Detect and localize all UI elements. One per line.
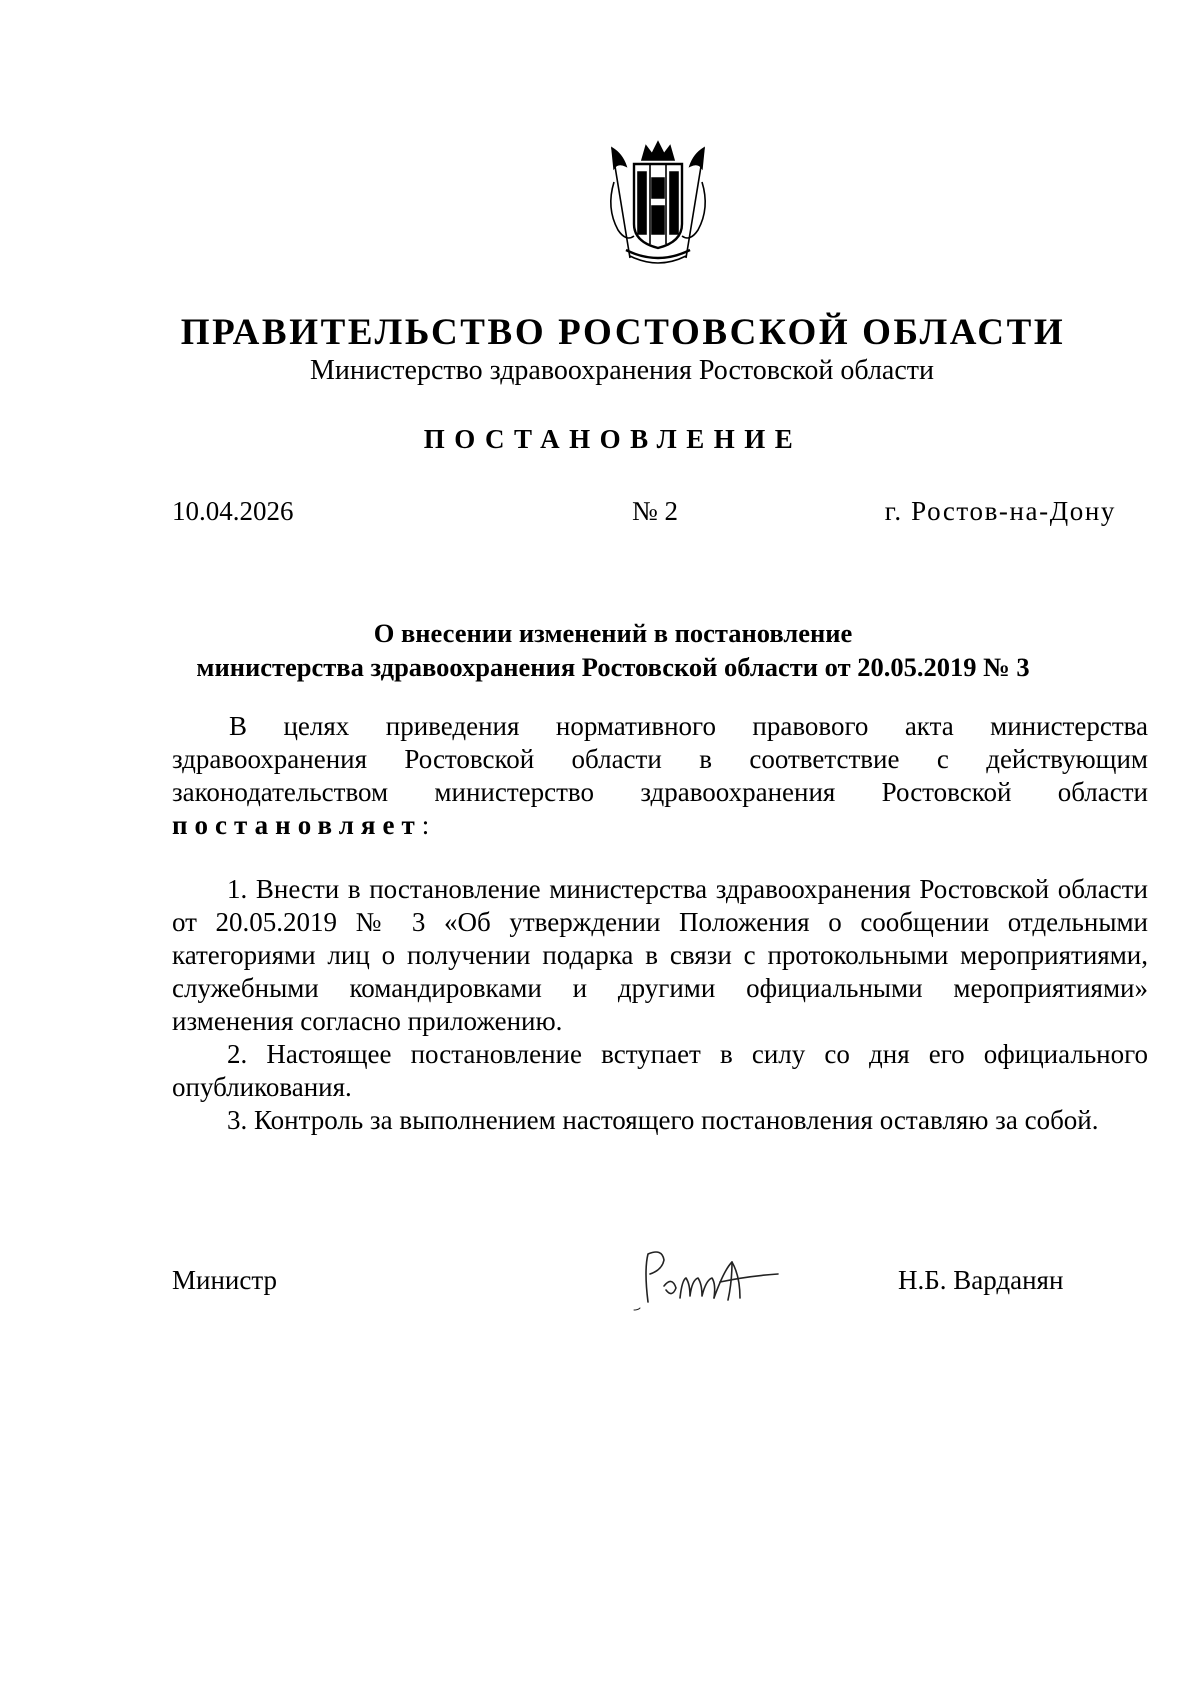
coat-of-arms-icon xyxy=(604,138,712,268)
item-1: 1. Внести в постановление министерства здравоохранения Ростовской области от 20.05.2019 № 3 «Об утверждении Положения о сообщении отдельными категориями лиц о получении подарка в связи с протокольными мероприятиями, служебными командировками и другими официальными мероприятиями» изменения согласно приложению. xyxy=(172,874,1148,1036)
preamble-text: В целях приведения нормативного правового акта министерства здравоохранения Ростовской области в соответствие с действующим законодательством министерство здравоохранения Ростовской области xyxy=(172,711,1148,807)
ministry-name: Министерство здравоохранения Ростовской области xyxy=(310,355,934,386)
document-date: 10.04.2026 xyxy=(172,496,294,526)
signature-icon xyxy=(628,1240,798,1320)
document-number: № 2 xyxy=(632,496,679,526)
document-city: г. Ростов-на-Дону xyxy=(884,496,1116,526)
paragraph-spacer xyxy=(172,842,1148,873)
document-type: ПОСТАНОВЛЕНИЕ xyxy=(423,424,803,454)
item-3: 3. Контроль за выполнением настоящего постановления оставляю за собой. xyxy=(227,1105,1099,1135)
document-subject xyxy=(0,616,1200,684)
government-title: ПРАВИТЕЛЬСТВО РОСТОВСКОЙ ОБЛАСТИ xyxy=(180,312,1066,353)
preamble-paragraph xyxy=(172,710,1148,842)
subject-line-2: министерства здравоохранения Ростовской области от 20.05.2019 № 3 xyxy=(196,652,1030,682)
signer-position: Министр xyxy=(172,1265,277,1295)
item-2: 2. Настоящее постановление вступает в силу со дня его официального опубликования. xyxy=(172,1039,1148,1102)
subject-line-1: О внесении изменений в постановление xyxy=(373,618,853,648)
signer-name: Н.Б. Варданян xyxy=(898,1265,1064,1295)
resolves-word: постановляет xyxy=(172,810,422,840)
resolves-punctuation: : xyxy=(421,810,430,840)
document-body xyxy=(172,710,1148,1137)
